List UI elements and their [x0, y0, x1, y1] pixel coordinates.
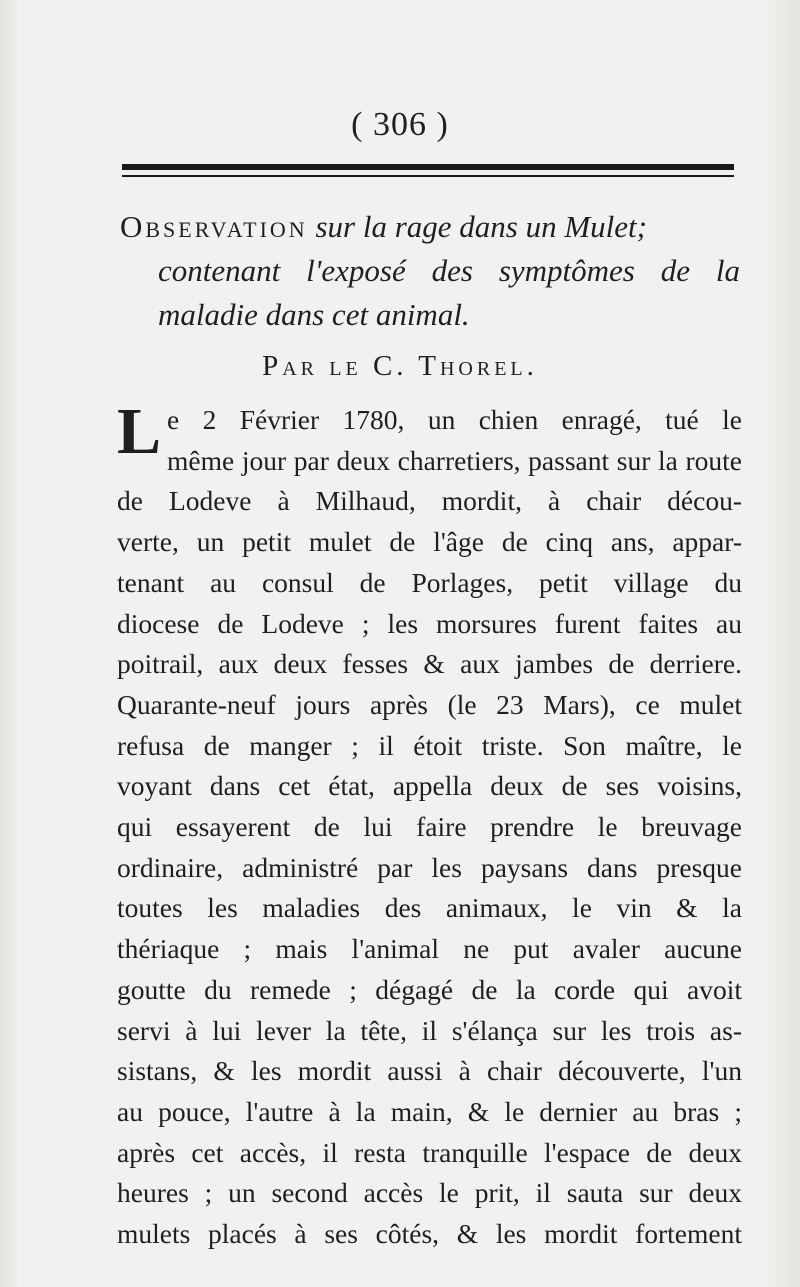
title-line-3: maladie dans cet animal. [158, 297, 470, 332]
body-line: de Lodeve à Milhaud, mordit, à chair décou- [117, 485, 742, 517]
body-line: ordinaire, administré par les paysans dans presque [117, 851, 742, 883]
body-line: diocese de Lodeve ; les morsures furent faites au [117, 607, 742, 639]
body-line: servi à lui lever la tête, il s'élança sur les trois as- [117, 1014, 742, 1046]
page-number: ( 306 ) [351, 106, 449, 143]
body-line: voyant dans cet état, appella deux de ses voisins, [117, 770, 742, 802]
title-line-2: contenant l'exposé des symptômes de la [158, 253, 740, 288]
body-text [117, 395, 742, 1255]
body-line: même jour par deux charretiers, passant sur la route [167, 444, 742, 476]
body-line: mulets placés à ses côtés, & les mordit fortement [117, 1218, 742, 1250]
header-rule-thin [122, 175, 734, 177]
article-title [120, 205, 740, 337]
body-line: qui essayerent de lui faire prendre le breuvage [117, 811, 742, 843]
body-line: tenant au consul de Porlages, petit village du [117, 566, 742, 598]
title-line-1-rest: sur la rage dans un Mulet; [315, 209, 647, 244]
drop-cap: L [117, 395, 162, 468]
body-line: verte, un petit mulet de l'âge de cinq ans, appar- [117, 526, 742, 558]
header-rule-thick [122, 164, 734, 170]
title-lead: Observation [120, 209, 308, 244]
body-line: poitrail, aux deux fesses & aux jambes de derriere. [117, 648, 742, 680]
body-line: thériaque ; mais l'animal ne put avaler aucune [117, 933, 742, 965]
body-line: toutes les maladies des animaux, le vin & la [117, 892, 742, 924]
author-byline: Par le C. Thorel. [262, 350, 538, 382]
body-line: refusa de manger ; il étoit triste. Son maître, le [117, 729, 742, 761]
body-line: e 2 Février 1780, un chien enragé, tué le [167, 404, 742, 435]
body-line: au pouce, l'autre à la main, & le dernier au bras ; [117, 1095, 742, 1127]
body-line: Quarante-neuf jours après (le 23 Mars), ce mulet [117, 688, 742, 720]
body-line: goutte du remede ; dégagé de la corde qui avoit [117, 973, 742, 1005]
body-line: après cet accès, il resta tranquille l'espace de deux [117, 1136, 742, 1168]
title-line-1 [120, 209, 647, 244]
body-line: heures ; un second accès le prit, il sauta sur deux [117, 1177, 742, 1209]
body-line: sistans, & les mordit aussi à chair découverte, l'un [117, 1055, 742, 1087]
